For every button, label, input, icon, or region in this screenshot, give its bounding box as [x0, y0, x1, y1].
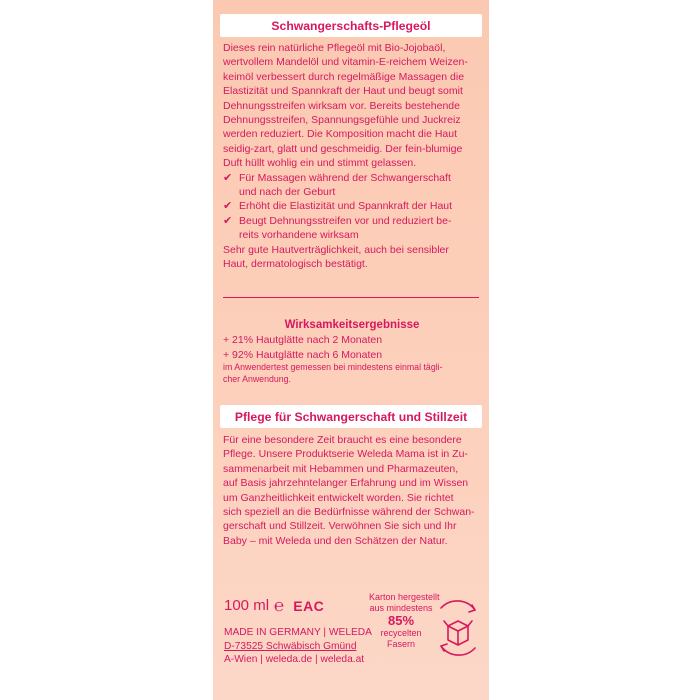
result-line: + 92% Hautglätte nach 6 Monaten [223, 348, 383, 361]
desc-line: werden reduziert. Die Komposition macht die Haut [223, 128, 458, 141]
benefit-item [223, 199, 481, 213]
volume-row [224, 596, 324, 616]
checkmark-icon: ✔ [223, 171, 233, 184]
divider [223, 297, 479, 298]
note-line: im Anwendertest gemessen bei mindestens einmal tägli- [223, 362, 443, 373]
desc-line: Dehnungsstreifen, Spannungsgefühle und Juckreiz [223, 114, 461, 127]
recycle-percent: 85% [387, 613, 415, 629]
section-title-pflegeoel: Schwangerschafts-Pflegeöl [220, 14, 482, 37]
benefit-line: Erhöht die Elastizität und Spannkraft der Haut [239, 200, 453, 213]
product-box-back-panel [213, 0, 489, 700]
section-title-schwangerschaft: Pflege für Schwangerschaft und Stillzeit [220, 405, 482, 428]
volume-label: 100 ml [224, 597, 270, 614]
series-line: sich speziell an die Bedürfnisse während der Schwan- [223, 506, 475, 519]
benefit-item [223, 214, 481, 243]
benefit-line: reits vorhandene wirksam [239, 229, 359, 242]
benefit-line: Für Massagen während der Schwangerschaft [239, 171, 451, 184]
series-description [223, 433, 481, 548]
address-line: D-73525 Schwäbisch Gmünd [224, 640, 357, 652]
desc-line: Dieses rein natürliche Pflegeöl mit Bio-Jojobaöl, [223, 42, 446, 54]
series-line: sammenarbeit mit Hebammen und Pharmazeuten, [223, 462, 459, 475]
address-line: MADE IN GERMANY | WELEDA [224, 627, 372, 638]
series-line: Baby – mit Weleda und den Schätzen der Natur. [223, 534, 448, 547]
desc-line: keimöl verbessert durch regelmäßige Massagen die [223, 70, 465, 83]
series-line: um Ganzheitlichkeit entwickelt worden. Sie richtet [223, 491, 454, 504]
note-line: cher Anwendung. [223, 374, 291, 385]
recycle-text: Fasern [386, 638, 415, 649]
result-line: + 21% Hautglätte nach 2 Monaten [223, 334, 383, 347]
desc-line: Elastizität und Spannkraft der Haut und beugt somit [223, 85, 463, 98]
benefit-line: und nach der Geburt [239, 186, 336, 199]
series-line: Pflege. Unsere Produktserie Weleda Mama ist in Zu- [223, 448, 468, 461]
recycled-carton-icon [431, 600, 485, 656]
eac-mark-icon: EAC [293, 598, 325, 614]
tolerance-line: Haut, dermatologisch bestätigt. [223, 258, 368, 271]
desc-line: wertvollem Mandelöl und vitamin-E-reichem Weizen- [223, 56, 468, 69]
checkmark-icon: ✔ [223, 214, 233, 227]
estimated-sign-icon: ℮ [274, 596, 285, 615]
recycle-text: Karton hergestellt [369, 592, 440, 602]
recycling-info [369, 592, 440, 649]
results-note [223, 362, 481, 386]
address-line: A-Wien | weleda.de | weleda.at [224, 654, 365, 665]
series-line: Für eine besondere Zeit braucht es eine besondere [223, 434, 462, 446]
series-line: gerschaft und Stillzeit. Verwöhnen Sie sich und Ihr [223, 520, 457, 533]
desc-line: Dehnungsstreifen wirksam vor. Bereits bestehende [223, 99, 460, 112]
recycle-text: aus mindestens [369, 602, 433, 613]
tolerance-line: Sehr gute Hautverträglichkeit, auch bei sensibler [223, 243, 449, 256]
benefit-line: Beugt Dehnungsstreifen vor und reduziert be- [239, 214, 452, 227]
desc-line: seidig-zart, glatt und geschmeidig. Der fein-blumige [223, 142, 463, 155]
recycle-text: recycelten [380, 628, 422, 639]
results-title: Wirksamkeitsergebnisse [284, 319, 420, 331]
benefit-item [223, 171, 481, 200]
desc-line: Duft hüllt wohlig ein und stimmt gelassen. [223, 157, 417, 170]
product-description [223, 41, 481, 272]
manufacturer-address [224, 626, 372, 667]
checkmark-icon: ✔ [223, 200, 233, 213]
results-block [223, 318, 481, 386]
series-line: auf Basis jahrzehntelanger Erfahrung und im Wissen [223, 477, 469, 490]
